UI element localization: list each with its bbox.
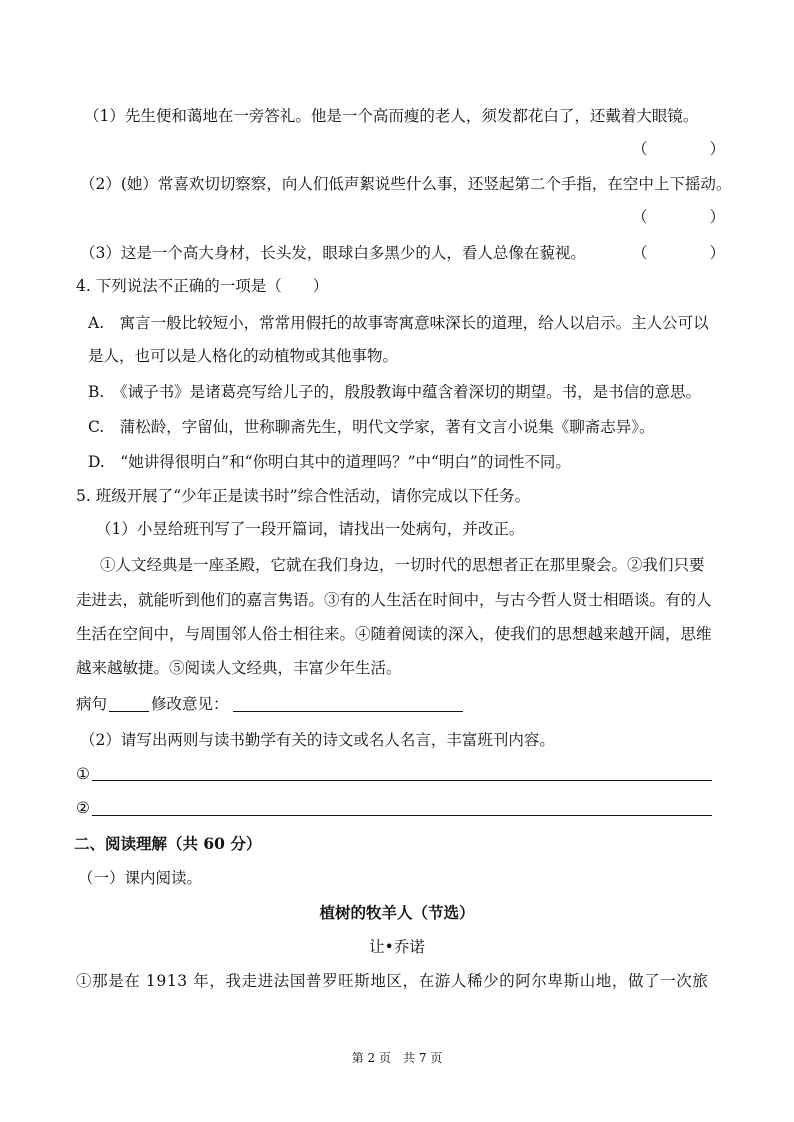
q5-answer-row <box>76 694 463 714</box>
section-2-subheading: （一）课内阅读。 <box>78 869 203 887</box>
q5-paragraph-line4: 越来越敏捷。⑤阅读人文经典，丰富少年生活。 <box>76 659 402 677</box>
q3-item-2-answer-paren: （ ） <box>632 208 726 226</box>
q4-option-a-line1: A. 寓言一般比较短小，常常用假托的故事寄寓意味深长的道理，给人以启示。主人公可以 <box>88 314 709 332</box>
q5-paragraph-line3: 生活在空间中，与周围邻人俗士相往来。④随着阅读的深入，使我们的思想越来越开阔，思维 <box>76 625 712 643</box>
q5-sub1: （1）小昱给班刊写了一段开篇词，请找出一处病句，并改正。 <box>96 520 525 538</box>
revision-label: 修改意见： <box>151 695 229 713</box>
sick-sentence-blank[interactable] <box>109 695 149 712</box>
section-2-heading: 二、阅读理解（共 60 分） <box>74 834 262 853</box>
quote-1-blank[interactable] <box>92 780 712 781</box>
article-paragraph-1: ①那是在 1913 年，我走进法国普罗旺斯地区，在游人稀少的阿尔卑斯山地，做了一次旅 <box>76 972 709 990</box>
q3-item-2: （2）(她）常喜欢切切察察，向人们低声絮说些什么事，还竖起第二个手指，在空中上下摇动。 <box>80 175 732 193</box>
q4-option-c: C. 蒲松龄，字留仙，世称聊斋先生，明代文学家，著有文言小说集《聊斋志异》。 <box>88 418 655 436</box>
article-title: 植树的牧羊人（节选） <box>319 903 475 922</box>
q3-item-1: （1）先生便和蔼地在一旁答礼。他是一个高而瘦的老人，须发都花白了，还戴着大眼镜。 <box>84 107 699 125</box>
q5-paragraph-line1: ①人文经典是一座圣殿，它就在我们身边，一切时代的思想者正在那里聚会。②我们只要 <box>100 556 705 574</box>
q5-stem: 5. 班级开展了“少年正是读书时”综合性活动，请你完成以下任务。 <box>76 487 531 505</box>
sick-sentence-label: 病句 <box>76 695 108 713</box>
quote-1-marker: ① <box>76 765 90 783</box>
q3-item-3: （3）这是一个高大身材，长头发，眼球白多黑少的人，看人总像在藐视。 <box>80 244 586 262</box>
quote-2-blank[interactable] <box>92 815 712 816</box>
quote-2-marker: ② <box>76 799 90 817</box>
q4-stem: 4. 下列说法不正确的一项是（ ） <box>76 277 329 295</box>
q4-option-a-line2: 是人，也可以是人格化的动植物或其他事物。 <box>88 347 399 365</box>
q3-item-3-answer-paren: （ ） <box>632 244 726 262</box>
revision-blank[interactable] <box>233 695 463 712</box>
q3-item-1-answer-paren: （ ） <box>632 140 726 158</box>
q4-option-b: B. 《诫子书》是诸葛亮写给儿子的，殷殷教诲中蕴含着深切的期望。书，是书信的意思。 <box>88 383 702 401</box>
page-number-footer: 第 2 页 共 7 页 <box>351 1051 443 1065</box>
q4-option-d: D. “她讲得很明白”和“你明白其中的道理吗？”中“明白”的词性不同。 <box>88 453 571 471</box>
article-author: 让•乔诺 <box>369 938 425 956</box>
q5-paragraph-line2: 走进去，就能听到他们的嘉言隽语。③有的人生活在时间中，与古今哲人贤士相晤谈。有的人 <box>76 591 712 609</box>
q5-sub2: （2）请写出两则与读书勤学有关的诗文或名人名言，丰富班刊内容。 <box>80 731 555 749</box>
